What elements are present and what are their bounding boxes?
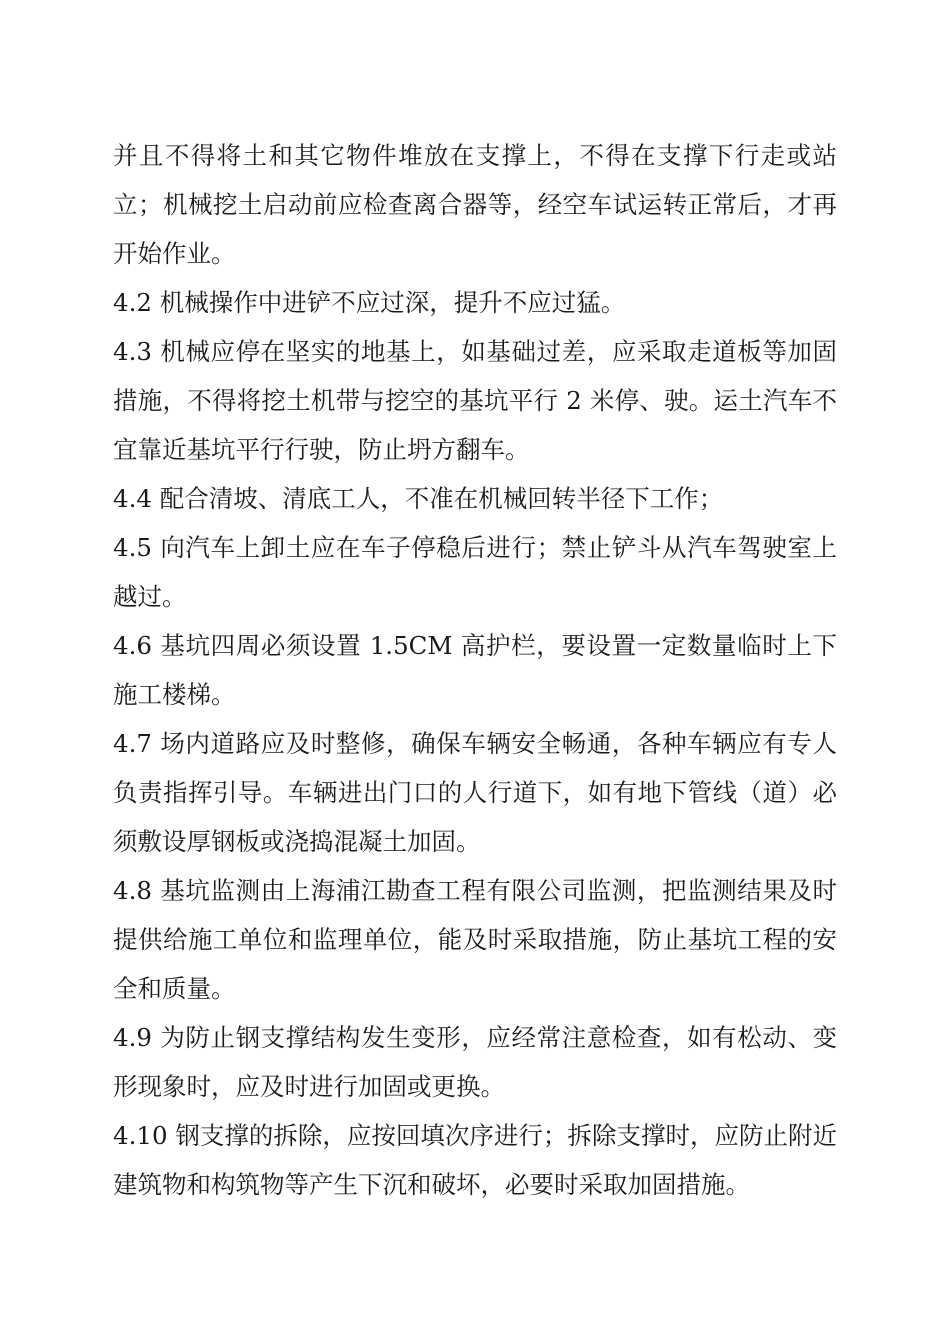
paragraph-continuation: 并且不得将土和其它物件堆放在支撑上，不得在支撑下行走或站立；机械挖土启动前应检查离合器等，经空车试运转正常后，才再开始作业。 [113, 141, 837, 268]
paragraph-4-3: 4.3 机械应停在坚实的地基上，如基础过差，应采取走道板等加固措施，不得将挖土机带与挖空的基坑平行 2 米停、驶。运土汽车不宜靠近基坑平行行驶，防止坍方翻车。 [113, 337, 837, 464]
paragraph-4-8: 4.8 基坑监测由上海浦江勘查工程有限公司监测，把监测结果及时提供给施工单位和监理单位，能及时采取措施，防止基坑工程的安全和质量。 [113, 876, 837, 1003]
paragraph-4-4: 4.4 配合清坡、清底工人，不准在机械回转半径下工作； [113, 484, 724, 513]
document-body [113, 131, 837, 1209]
paragraph-4-2: 4.2 机械操作中进铲不应过深，提升不应过猛。 [113, 288, 626, 317]
paragraph-4-10: 4.10 钢支撑的拆除，应按回填次序进行；拆除支撑时，应防止附近建筑物和构筑物等产生下沉和破坏，必要时采取加固措施。 [113, 1121, 837, 1199]
paragraph-4-7: 4.7 场内道路应及时整修，确保车辆安全畅通，各种车辆应有专人负责指挥引导。车辆进出门口的人行道下，如有地下管线（道）必须敷设厚钢板或浇捣混凝土加固。 [113, 729, 837, 856]
paragraph-4-5: 4.5 向汽车上卸土应在车子停稳后进行；禁止铲斗从汽车驾驶室上越过。 [113, 533, 837, 611]
paragraph-4-9: 4.9 为防止钢支撑结构发生变形，应经常注意检查，如有松动、变形现象时，应及时进行加固或更换。 [113, 1023, 837, 1101]
paragraph-4-6: 4.6 基坑四周必须设置 1.5CM 高护栏，要设置一定数量临时上下施工楼梯。 [113, 631, 837, 709]
